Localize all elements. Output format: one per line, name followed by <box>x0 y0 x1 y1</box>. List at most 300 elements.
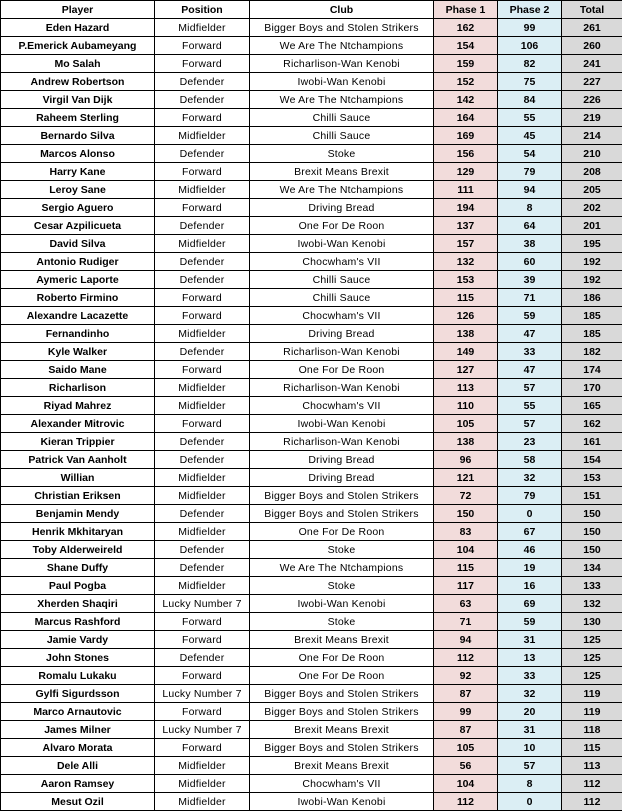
cell-phase1[interactable]: 94 <box>434 631 498 649</box>
cell-phase2[interactable]: 69 <box>498 595 562 613</box>
cell-position[interactable]: Midfielder <box>155 181 250 199</box>
cell-club[interactable]: Brexit Means Brexit <box>250 631 434 649</box>
cell-player[interactable]: Bernardo Silva <box>1 127 155 145</box>
cell-player[interactable]: Virgil Van Dijk <box>1 91 155 109</box>
cell-phase2[interactable]: 16 <box>498 577 562 595</box>
cell-phase2[interactable]: 55 <box>498 109 562 127</box>
cell-total[interactable]: 151 <box>562 487 622 505</box>
cell-club[interactable]: Iwobi-Wan Kenobi <box>250 793 434 811</box>
table-row <box>1 577 622 595</box>
cell-total[interactable]: 150 <box>562 505 622 523</box>
cell-club[interactable]: Stoke <box>250 145 434 163</box>
cell-phase1[interactable]: 71 <box>434 613 498 631</box>
cell-club[interactable]: We Are The Ntchampions <box>250 91 434 109</box>
cell-phase1[interactable]: 92 <box>434 667 498 685</box>
cell-phase2[interactable]: 84 <box>498 91 562 109</box>
cell-phase1[interactable]: 99 <box>434 703 498 721</box>
cell-club[interactable]: Chocwham's VII <box>250 397 434 415</box>
header-row <box>1 1 622 19</box>
cell-phase2[interactable]: 57 <box>498 379 562 397</box>
cell-player[interactable]: Alvaro Morata <box>1 739 155 757</box>
cell-phase1[interactable]: 153 <box>434 271 498 289</box>
cell-position[interactable]: Defender <box>155 505 250 523</box>
table-row <box>1 649 622 667</box>
cell-club[interactable]: Chilli Sauce <box>250 289 434 307</box>
cell-club[interactable]: Iwobi-Wan Kenobi <box>250 415 434 433</box>
cell-position[interactable]: Defender <box>155 343 250 361</box>
cell-player[interactable]: Harry Kane <box>1 163 155 181</box>
cell-phase1[interactable]: 154 <box>434 37 498 55</box>
cell-club[interactable]: Chocwham's VII <box>250 775 434 793</box>
cell-club[interactable]: Driving Bread <box>250 199 434 217</box>
cell-total[interactable]: 112 <box>562 775 622 793</box>
cell-club[interactable]: Richarlison-Wan Kenobi <box>250 55 434 73</box>
cell-player[interactable]: Richarlison <box>1 379 155 397</box>
cell-phase1[interactable]: 127 <box>434 361 498 379</box>
cell-position[interactable]: Midfielder <box>155 523 250 541</box>
cell-player[interactable]: Antonio Rudiger <box>1 253 155 271</box>
table-row <box>1 109 622 127</box>
cell-total[interactable]: 227 <box>562 73 622 91</box>
cell-phase2[interactable]: 0 <box>498 505 562 523</box>
cell-phase1[interactable]: 110 <box>434 397 498 415</box>
cell-club[interactable]: Chilli Sauce <box>250 127 434 145</box>
cell-club[interactable]: Stoke <box>250 613 434 631</box>
cell-total[interactable]: 150 <box>562 523 622 541</box>
table-row <box>1 253 622 271</box>
cell-phase1[interactable]: 169 <box>434 127 498 145</box>
cell-total[interactable]: 170 <box>562 379 622 397</box>
cell-player[interactable]: P.Emerick Aubameyang <box>1 37 155 55</box>
cell-position[interactable]: Defender <box>155 217 250 235</box>
table-row <box>1 469 622 487</box>
cell-phase2[interactable]: 8 <box>498 775 562 793</box>
cell-phase2[interactable]: 58 <box>498 451 562 469</box>
cell-player[interactable]: David Silva <box>1 235 155 253</box>
cell-phase2[interactable]: 67 <box>498 523 562 541</box>
cell-club[interactable]: Chilli Sauce <box>250 271 434 289</box>
cell-phase1[interactable]: 104 <box>434 541 498 559</box>
cell-player[interactable]: Alexandre Lacazette <box>1 307 155 325</box>
cell-phase1[interactable]: 138 <box>434 433 498 451</box>
cell-player[interactable]: Henrik Mkhitaryan <box>1 523 155 541</box>
cell-phase2[interactable]: 71 <box>498 289 562 307</box>
cell-player[interactable]: Fernandinho <box>1 325 155 343</box>
cell-position[interactable]: Forward <box>155 631 250 649</box>
cell-total[interactable]: 185 <box>562 307 622 325</box>
cell-club[interactable]: Driving Bread <box>250 469 434 487</box>
cell-club[interactable]: Bigger Boys and Stolen Strikers <box>250 685 434 703</box>
cell-position[interactable]: Midfielder <box>155 757 250 775</box>
cell-player[interactable]: Eden Hazard <box>1 19 155 37</box>
cell-player[interactable]: Kyle Walker <box>1 343 155 361</box>
cell-player[interactable]: John Stones <box>1 649 155 667</box>
cell-player[interactable]: James Milner <box>1 721 155 739</box>
cell-total[interactable]: 219 <box>562 109 622 127</box>
cell-phase1[interactable]: 129 <box>434 163 498 181</box>
cell-phase1[interactable]: 87 <box>434 721 498 739</box>
cell-player[interactable]: Marcos Alonso <box>1 145 155 163</box>
cell-total[interactable]: 133 <box>562 577 622 595</box>
cell-total[interactable]: 119 <box>562 703 622 721</box>
table-row <box>1 487 622 505</box>
cell-position[interactable]: Forward <box>155 361 250 379</box>
cell-total[interactable]: 192 <box>562 253 622 271</box>
cell-total[interactable]: 134 <box>562 559 622 577</box>
cell-total[interactable]: 260 <box>562 37 622 55</box>
table-row <box>1 397 622 415</box>
cell-phase1[interactable]: 105 <box>434 739 498 757</box>
cell-phase2[interactable]: 23 <box>498 433 562 451</box>
cell-phase1[interactable]: 113 <box>434 379 498 397</box>
cell-position[interactable]: Midfielder <box>155 793 250 811</box>
cell-phase1[interactable]: 142 <box>434 91 498 109</box>
table-row <box>1 325 622 343</box>
cell-phase1[interactable]: 112 <box>434 649 498 667</box>
table-row <box>1 379 622 397</box>
cell-total[interactable]: 195 <box>562 235 622 253</box>
cell-phase1[interactable]: 121 <box>434 469 498 487</box>
cell-phase1[interactable]: 138 <box>434 325 498 343</box>
cell-club[interactable]: Bigger Boys and Stolen Strikers <box>250 703 434 721</box>
cell-club[interactable]: Bigger Boys and Stolen Strikers <box>250 739 434 757</box>
cell-phase2[interactable]: 99 <box>498 19 562 37</box>
cell-phase2[interactable]: 0 <box>498 793 562 811</box>
cell-position[interactable]: Defender <box>155 73 250 91</box>
cell-phase1[interactable]: 156 <box>434 145 498 163</box>
cell-phase2[interactable]: 39 <box>498 271 562 289</box>
cell-club[interactable]: We Are The Ntchampions <box>250 559 434 577</box>
cell-position[interactable]: Defender <box>155 271 250 289</box>
cell-position[interactable]: Forward <box>155 307 250 325</box>
cell-position[interactable]: Forward <box>155 613 250 631</box>
cell-total[interactable]: 208 <box>562 163 622 181</box>
table-row <box>1 559 622 577</box>
cell-player[interactable]: Patrick Van Aanholt <box>1 451 155 469</box>
cell-phase1[interactable]: 115 <box>434 559 498 577</box>
table-row <box>1 505 622 523</box>
cell-position[interactable]: Midfielder <box>155 19 250 37</box>
cell-phase2[interactable]: 33 <box>498 667 562 685</box>
cell-club[interactable]: Bigger Boys and Stolen Strikers <box>250 19 434 37</box>
cell-total[interactable]: 205 <box>562 181 622 199</box>
cell-total[interactable]: 192 <box>562 271 622 289</box>
cell-phase2[interactable]: 47 <box>498 325 562 343</box>
table-row <box>1 307 622 325</box>
cell-player[interactable]: Sergio Aguero <box>1 199 155 217</box>
cell-position[interactable]: Midfielder <box>155 487 250 505</box>
cell-phase1[interactable]: 104 <box>434 775 498 793</box>
cell-club[interactable]: Iwobi-Wan Kenobi <box>250 73 434 91</box>
cell-total[interactable]: 150 <box>562 541 622 559</box>
table-row <box>1 235 622 253</box>
cell-phase2[interactable]: 45 <box>498 127 562 145</box>
cell-club[interactable]: Driving Bread <box>250 325 434 343</box>
cell-total[interactable]: 125 <box>562 631 622 649</box>
cell-total[interactable]: 202 <box>562 199 622 217</box>
cell-club[interactable]: Richarlison-Wan Kenobi <box>250 379 434 397</box>
cell-club[interactable]: Brexit Means Brexit <box>250 721 434 739</box>
cell-phase2[interactable]: 38 <box>498 235 562 253</box>
table-row <box>1 433 622 451</box>
cell-player[interactable]: Raheem Sterling <box>1 109 155 127</box>
cell-phase1[interactable]: 63 <box>434 595 498 613</box>
cell-position[interactable]: Midfielder <box>155 325 250 343</box>
cell-total[interactable]: 115 <box>562 739 622 757</box>
cell-position[interactable]: Defender <box>155 559 250 577</box>
table-row <box>1 91 622 109</box>
table-row <box>1 199 622 217</box>
cell-phase1[interactable]: 132 <box>434 253 498 271</box>
cell-position[interactable]: Midfielder <box>155 127 250 145</box>
cell-player[interactable]: Andrew Robertson <box>1 73 155 91</box>
cell-phase2[interactable]: 54 <box>498 145 562 163</box>
cell-phase2[interactable]: 94 <box>498 181 562 199</box>
cell-position[interactable]: Midfielder <box>155 469 250 487</box>
cell-total[interactable]: 130 <box>562 613 622 631</box>
table-row <box>1 181 622 199</box>
cell-total[interactable]: 153 <box>562 469 622 487</box>
cell-club[interactable]: Richarlison-Wan Kenobi <box>250 343 434 361</box>
table-row <box>1 631 622 649</box>
cell-club[interactable]: Bigger Boys and Stolen Strikers <box>250 505 434 523</box>
cell-total[interactable]: 185 <box>562 325 622 343</box>
cell-phase2[interactable]: 57 <box>498 415 562 433</box>
cell-phase2[interactable]: 32 <box>498 685 562 703</box>
cell-club[interactable]: One For De Roon <box>250 217 434 235</box>
cell-player[interactable]: Mo Salah <box>1 55 155 73</box>
cell-player[interactable]: Christian Eriksen <box>1 487 155 505</box>
cell-position[interactable]: Defender <box>155 433 250 451</box>
cell-club[interactable]: Chilli Sauce <box>250 109 434 127</box>
cell-club[interactable]: Driving Bread <box>250 451 434 469</box>
header-phase1[interactable]: Phase 1 <box>434 1 498 19</box>
cell-phase2[interactable]: 13 <box>498 649 562 667</box>
cell-phase1[interactable]: 112 <box>434 793 498 811</box>
cell-player[interactable]: Saido Mane <box>1 361 155 379</box>
cell-club[interactable]: Iwobi-Wan Kenobi <box>250 235 434 253</box>
cell-club[interactable]: Iwobi-Wan Kenobi <box>250 595 434 613</box>
cell-total[interactable]: 119 <box>562 685 622 703</box>
cell-phase1[interactable]: 111 <box>434 181 498 199</box>
cell-position[interactable]: Lucky Number 7 <box>155 595 250 613</box>
cell-phase2[interactable]: 60 <box>498 253 562 271</box>
cell-position[interactable]: Midfielder <box>155 379 250 397</box>
cell-total[interactable]: 125 <box>562 649 622 667</box>
header-phase2[interactable]: Phase 2 <box>498 1 562 19</box>
cell-player[interactable]: Aaron Ramsey <box>1 775 155 793</box>
cell-club[interactable]: One For De Roon <box>250 523 434 541</box>
cell-phase2[interactable]: 33 <box>498 343 562 361</box>
cell-player[interactable]: Cesar Azpilicueta <box>1 217 155 235</box>
cell-phase1[interactable]: 159 <box>434 55 498 73</box>
header-position[interactable]: Position <box>155 1 250 19</box>
table-row <box>1 523 622 541</box>
cell-position[interactable]: Forward <box>155 415 250 433</box>
cell-player[interactable]: Kieran Trippier <box>1 433 155 451</box>
cell-phase1[interactable]: 96 <box>434 451 498 469</box>
cell-phase1[interactable]: 115 <box>434 289 498 307</box>
table-row <box>1 73 622 91</box>
cell-phase2[interactable]: 106 <box>498 37 562 55</box>
cell-club[interactable]: Brexit Means Brexit <box>250 757 434 775</box>
cell-club[interactable]: Richarlison-Wan Kenobi <box>250 433 434 451</box>
cell-player[interactable]: Gylfi Sigurdsson <box>1 685 155 703</box>
cell-position[interactable]: Midfielder <box>155 577 250 595</box>
cell-club[interactable]: Bigger Boys and Stolen Strikers <box>250 487 434 505</box>
cell-phase1[interactable]: 150 <box>434 505 498 523</box>
cell-total[interactable]: 161 <box>562 433 622 451</box>
cell-phase2[interactable]: 75 <box>498 73 562 91</box>
cell-player[interactable]: Xherden Shaqiri <box>1 595 155 613</box>
table-row <box>1 757 622 775</box>
cell-phase1[interactable]: 162 <box>434 19 498 37</box>
cell-phase2[interactable]: 8 <box>498 199 562 217</box>
cell-total[interactable]: 162 <box>562 415 622 433</box>
cell-total[interactable]: 261 <box>562 19 622 37</box>
cell-phase2[interactable]: 10 <box>498 739 562 757</box>
cell-position[interactable]: Defender <box>155 451 250 469</box>
cell-player[interactable]: Jamie Vardy <box>1 631 155 649</box>
cell-club[interactable]: We Are The Ntchampions <box>250 37 434 55</box>
cell-total[interactable]: 201 <box>562 217 622 235</box>
table-body <box>1 19 622 811</box>
cell-total[interactable]: 210 <box>562 145 622 163</box>
cell-position[interactable]: Forward <box>155 667 250 685</box>
cell-position[interactable]: Midfielder <box>155 235 250 253</box>
cell-total[interactable]: 132 <box>562 595 622 613</box>
cell-total[interactable]: 118 <box>562 721 622 739</box>
cell-total[interactable]: 165 <box>562 397 622 415</box>
table-row <box>1 613 622 631</box>
cell-phase2[interactable]: 20 <box>498 703 562 721</box>
cell-position[interactable]: Defender <box>155 91 250 109</box>
cell-phase2[interactable]: 57 <box>498 757 562 775</box>
cell-phase2[interactable]: 46 <box>498 541 562 559</box>
cell-player[interactable]: Mesut Ozil <box>1 793 155 811</box>
cell-total[interactable]: 182 <box>562 343 622 361</box>
cell-phase2[interactable]: 32 <box>498 469 562 487</box>
cell-player[interactable]: Willian <box>1 469 155 487</box>
table-row <box>1 55 622 73</box>
cell-player[interactable]: Benjamin Mendy <box>1 505 155 523</box>
cell-total[interactable]: 113 <box>562 757 622 775</box>
cell-position[interactable]: Forward <box>155 163 250 181</box>
cell-player[interactable]: Roberto Firmino <box>1 289 155 307</box>
cell-phase2[interactable]: 59 <box>498 307 562 325</box>
cell-phase1[interactable]: 72 <box>434 487 498 505</box>
cell-total[interactable]: 154 <box>562 451 622 469</box>
cell-total[interactable]: 112 <box>562 793 622 811</box>
cell-phase1[interactable]: 126 <box>434 307 498 325</box>
cell-player[interactable]: Shane Duffy <box>1 559 155 577</box>
cell-total[interactable]: 214 <box>562 127 622 145</box>
cell-position[interactable]: Defender <box>155 541 250 559</box>
cell-player[interactable]: Leroy Sane <box>1 181 155 199</box>
cell-phase1[interactable]: 157 <box>434 235 498 253</box>
cell-phase1[interactable]: 87 <box>434 685 498 703</box>
cell-player[interactable]: Riyad Mahrez <box>1 397 155 415</box>
cell-position[interactable]: Lucky Number 7 <box>155 721 250 739</box>
cell-position[interactable]: Lucky Number 7 <box>155 685 250 703</box>
cell-total[interactable]: 241 <box>562 55 622 73</box>
cell-player[interactable]: Dele Alli <box>1 757 155 775</box>
cell-phase1[interactable]: 149 <box>434 343 498 361</box>
cell-phase1[interactable]: 137 <box>434 217 498 235</box>
cell-club[interactable]: Stoke <box>250 541 434 559</box>
cell-phase1[interactable]: 194 <box>434 199 498 217</box>
cell-phase2[interactable]: 79 <box>498 163 562 181</box>
header-player[interactable]: Player <box>1 1 155 19</box>
cell-club[interactable]: We Are The Ntchampions <box>250 181 434 199</box>
cell-phase2[interactable]: 31 <box>498 721 562 739</box>
cell-phase2[interactable]: 31 <box>498 631 562 649</box>
cell-position[interactable]: Defender <box>155 253 250 271</box>
cell-phase2[interactable]: 47 <box>498 361 562 379</box>
cell-club[interactable]: One For De Roon <box>250 361 434 379</box>
table-row <box>1 37 622 55</box>
cell-phase1[interactable]: 164 <box>434 109 498 127</box>
cell-phase2[interactable]: 64 <box>498 217 562 235</box>
cell-phase1[interactable]: 56 <box>434 757 498 775</box>
table-row <box>1 739 622 757</box>
cell-club[interactable]: Chocwham's VII <box>250 253 434 271</box>
table-row <box>1 271 622 289</box>
cell-player[interactable]: Aymeric Laporte <box>1 271 155 289</box>
cell-player[interactable]: Marco Arnautovic <box>1 703 155 721</box>
cell-position[interactable]: Midfielder <box>155 775 250 793</box>
cell-position[interactable]: Forward <box>155 199 250 217</box>
table-row <box>1 595 622 613</box>
cell-position[interactable]: Midfielder <box>155 397 250 415</box>
cell-total[interactable]: 226 <box>562 91 622 109</box>
cell-position[interactable]: Forward <box>155 37 250 55</box>
cell-club[interactable]: Stoke <box>250 577 434 595</box>
cell-phase2[interactable]: 79 <box>498 487 562 505</box>
cell-position[interactable]: Forward <box>155 703 250 721</box>
cell-club[interactable]: Chocwham's VII <box>250 307 434 325</box>
cell-phase1[interactable]: 117 <box>434 577 498 595</box>
cell-player[interactable]: Romalu Lukaku <box>1 667 155 685</box>
table-row <box>1 163 622 181</box>
cell-club[interactable]: One For De Roon <box>250 649 434 667</box>
cell-position[interactable]: Forward <box>155 289 250 307</box>
cell-phase2[interactable]: 82 <box>498 55 562 73</box>
cell-player[interactable]: Toby Alderweireld <box>1 541 155 559</box>
cell-club[interactable]: One For De Roon <box>250 667 434 685</box>
cell-position[interactable]: Forward <box>155 55 250 73</box>
cell-total[interactable]: 186 <box>562 289 622 307</box>
header-total[interactable]: Total <box>562 1 622 19</box>
cell-player[interactable]: Alexander Mitrovic <box>1 415 155 433</box>
cell-total[interactable]: 174 <box>562 361 622 379</box>
cell-player[interactable]: Marcus Rashford <box>1 613 155 631</box>
cell-phase2[interactable]: 19 <box>498 559 562 577</box>
header-club[interactable]: Club <box>250 1 434 19</box>
cell-position[interactable]: Defender <box>155 649 250 667</box>
cell-total[interactable]: 125 <box>562 667 622 685</box>
cell-phase2[interactable]: 55 <box>498 397 562 415</box>
cell-phase1[interactable]: 105 <box>434 415 498 433</box>
cell-position[interactable]: Forward <box>155 739 250 757</box>
cell-player[interactable]: Paul Pogba <box>1 577 155 595</box>
cell-phase2[interactable]: 59 <box>498 613 562 631</box>
cell-club[interactable]: Brexit Means Brexit <box>250 163 434 181</box>
cell-position[interactable]: Forward <box>155 109 250 127</box>
cell-phase1[interactable]: 83 <box>434 523 498 541</box>
cell-position[interactable]: Defender <box>155 145 250 163</box>
cell-phase1[interactable]: 152 <box>434 73 498 91</box>
